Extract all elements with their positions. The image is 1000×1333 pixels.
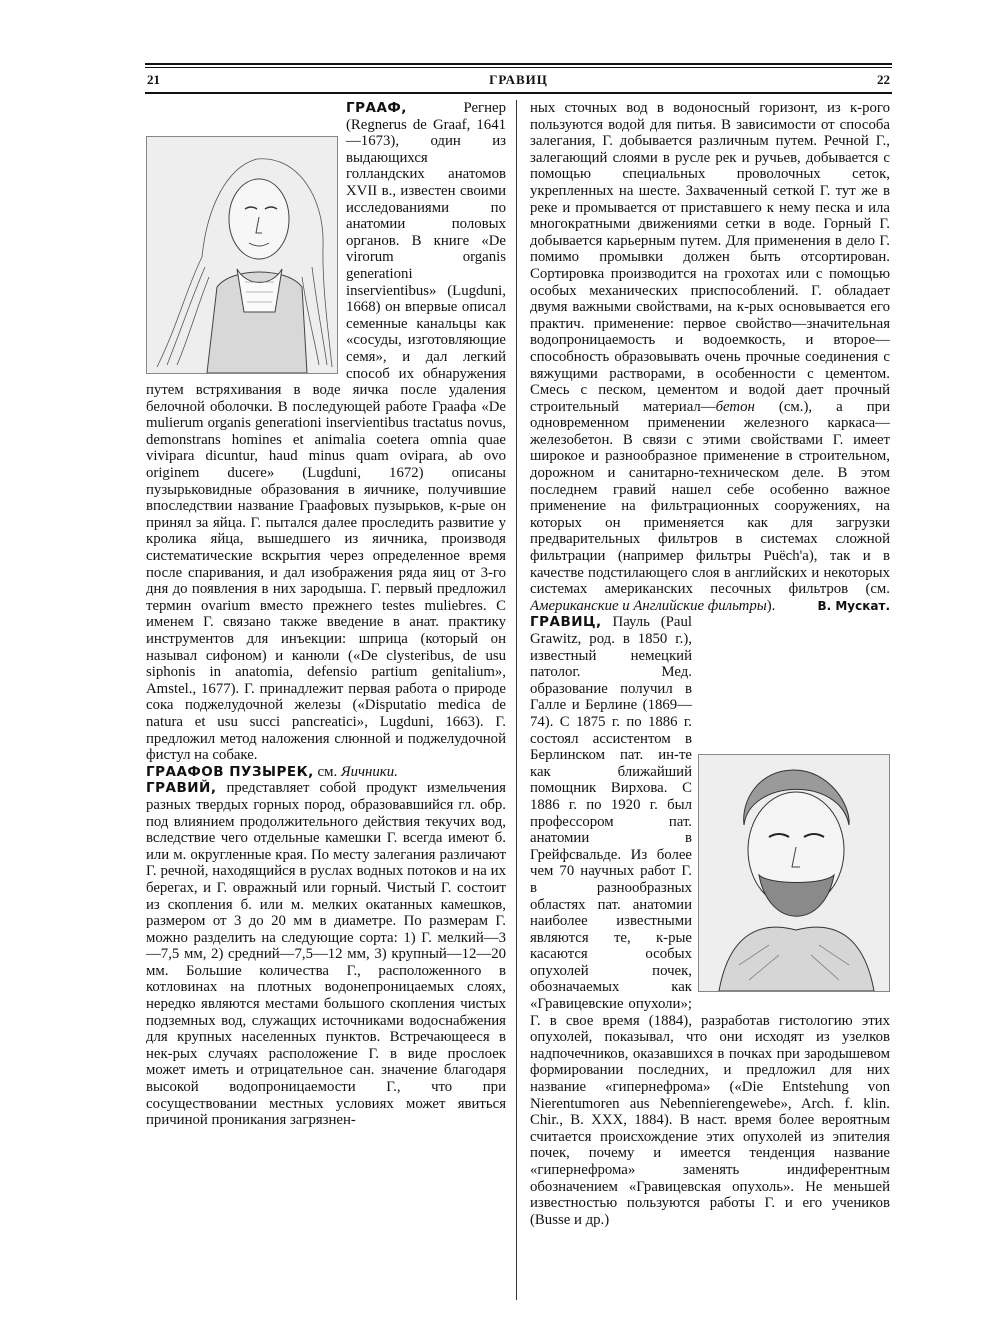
entry-body-graafov-puzyrek: см. (317, 763, 338, 780)
page-number-left: 21 (147, 72, 160, 87)
author-signature: В. Мускат. (817, 598, 890, 613)
portrait-grawitz-engraving (699, 755, 889, 991)
entry-body-graviy: представляет собой продукт измельчения разных твердых горных пород, образовавшийся гл. обр. под влиянием продолжительного действия текучих вод, вследствие чего отдельные камешки Г. всегда имеют б. или м. округленные края. По месту залегания различают Г. речной, находящийся в руслах водных потоков и на их берегах, и Г. овражный или горный. Чистый Г. состоит из скопления б. или м. мелких окатанных камешков, размером от 3 до 20 мм в диаметре. По размерам Г. можно разделить на следующие сорта: 1) Г. мелкий—3—7,5 мм, 2) средний—7,5—12 мм, 3) крупный—12—20 мм. Большие количества Г., расположенного в котловинах на плотных водонепроницаемых слоях, нередко являются местами большого скопления чистых подземных вод, служащих источниками водоснабжения для крупных населенных пунктов. Встречающееся в нек-рых случаях расположение Г. в виде прослоек может иметь и отрицательное сан. значение благодаря высокой водопроницаемости Г., что при сосуществовании местных условиях может явиться причиной проникания загрязнен- (146, 780, 506, 1129)
right-column (530, 100, 890, 1300)
crossref-filters[interactable]: Американские и Английские фильтры (530, 597, 767, 614)
entry-body-graviy-cont-a: ных сточных вод в водоносный горизонт, из к-рого пользуются водой для питья. В зависимости от способа залегания, Г. добывается различным путем. Речной Г., залегающий слоями в русле рек и ручьев, добывается с помощью специальных проволочных сеток, укрепленных на шесте. Захваченный сеткой Г. тут же в реке и промывается от приставшего к нему песка и ила многократными движениями сетки в воде. Горный Г. добывается карьерным путем. Для применения в дело Г. помимо промывки должен быть отсортирован. Сортировка производится на грохотах или с помощью особых механических приспособлений. Г. обладает двумя важными свойствами, на к-рых основывается его практич. применение: первое свойство—значительная водопроницаемость и водоемкость, и второе—способность образовывать очень прочные соединения с вяжущими растворами, в особенности с цементом. Смесь с песком, цементом и водой дает прочный строительный материал— (530, 100, 890, 415)
running-header (145, 72, 892, 92)
page-number-right: 22 (877, 72, 890, 87)
header-rule (145, 92, 892, 94)
top-rule (145, 63, 892, 65)
portrait-graaf (146, 136, 338, 374)
entry-body-graaf: Регнер (Regnerus de Graaf, 1641—1673), один из выдающихся голландских анатомов XVII в., известен своими исследованиями по анатомии половых органов. В книге «De virorum organis generationi inservientibus» (Lugduni, 1668) он впервые описал семенные канальцы как «сосуды, изготовляющие семя», и дал легкий способ их обнаружения путем встряхивания в воде яичка после удаления белочной оболочки. В последующей работе Граафа «De mulierum organis generationi inservientibus tractatus novus, demonstrans homines et animalia coetera omnia quae vivipara dicuntur, haud minus quam ovipara, ab ovo originem ducere» (Lugduni, 1672) описаны пузырьковидные образования в яичнике, получившие впоследствии название Граафовых пузырьков, к-рые он принял за яйца. Г. пытался далее проследить развитие у кролика яйца, вышедшего из яичника, производя систематические вскрытия через определенное время после спаривания, и дал изображения ряда яиц от 3-го дня до появления в них зародыша. Г. первый предложил термин ovarium вместо прежнего testes muliebres. С именем Г. связано также введение в анат. практику инструментов для инъекции: шприца (который он называл сифоном) и канюли («De clysteribus, de usu siphonis in anatomia, defensio partium genitalium», Amstel., 1677). Г. принадлежит первая работа о природе сока поджелудочной железы («Disputatio medica de natura et usu succi pancreatici», Lugduni, 1663). Г. предложил метод наложения слюнной и поджелудочной фистул на собаке. (146, 100, 506, 764)
entry-head-graviy: ГРАВИЙ, (146, 780, 217, 797)
crossref-yaichniki[interactable]: Яичники. (340, 763, 398, 780)
portrait-grawitz (698, 754, 890, 992)
top-rule-thin (145, 67, 892, 68)
entry-head-gravitz: ГРАВИЦ, (530, 614, 602, 631)
running-title: ГРАВИЦ (489, 72, 548, 87)
entry-body-gravitz: Пауль (Paul Grawitz, род. в 1850 г.), известный немецкий патолог. Мед. образование получил в Галле и Берлине (1869—74). С 1875 г. по 1886 г. состоял ассистентом в Берлинском пат. ин-те как ближайший помощник Вирхова. С 1886 г. по 1920 г. был профессором пат. анатомии в Грейфсвальде. Из более чем 70 научных работ Г. в разнообразных областях пат. анатомии наиболее известными являются те, к-рые касаются особых опухолей почек, обозначаемых как «Гравицевские опухоли»; Г. в свое время (1884), разработав гистологию этих опухолей, показывал, что они исходят из узелков надпочечников, оказавшихся в почках при зародышевом формировании последних, и предложил для них название «гипернефрома» («Die Entstehung von Nierentumoren aus Nebennierengewebe», Arch. f. klin. Chir., B. XXX, 1884). В наст. время более вероятным считается происхождение этих опухолей из эпителия почек, почему и имеется тенденция название «гипернефрома» заменять индиферентным обозначением «Гравицевская опухоль». Не меньшей известностью пользуются работы Г. и его учеников (Busse и др.) (530, 614, 890, 1228)
entry-body-graviy-end: ). (766, 597, 776, 614)
left-column (146, 100, 506, 1300)
entry-head-graafov-puzyrek: ГРААФОВ ПУЗЫРЕК, (146, 763, 314, 780)
entry-head-graaf: ГРААФ, (346, 100, 407, 116)
portrait-graaf-engraving (147, 137, 337, 373)
crossref-beton[interactable]: бетон (715, 398, 755, 415)
entry-body-graviy-cont-b: (см.), а при одновременном применении железного каркаса—железобетон. В связи с этими свойствами Г. имеет широкое и разнообразное применение в строительном, дорожном и санитарно-техническом деле. В этом последнем гравий нашел себе особенно важное применение на фильтрационных сооружениях, на которых он применяется как для загрузки предварительных фильтров в системах сложной фильтрации (например фильтры Puëch'a), так и в качестве подстилающего слоя в английских и некоторых системах американских песочных фильтров (см. (530, 398, 890, 598)
column-divider (516, 100, 517, 1300)
